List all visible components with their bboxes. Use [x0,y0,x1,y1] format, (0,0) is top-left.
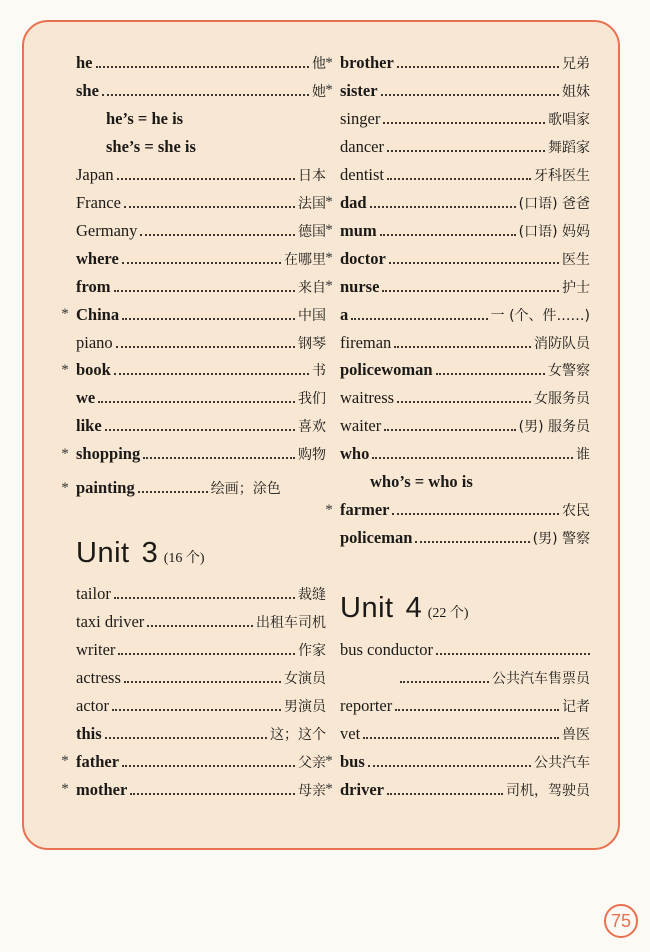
dot-leader [382,282,559,292]
dot-leader [392,505,559,515]
vocab-entry [325,79,590,103]
vocab-entry [76,247,326,271]
vocab-entry [61,476,326,500]
dot-leader [363,729,559,739]
chinese-meaning: 女警察 [548,363,590,380]
english-word: farmer [340,500,390,520]
chinese-meaning: 购物 [298,447,326,464]
english-word: dad [340,192,367,212]
english-word: mother [76,779,128,799]
chinese-meaning: 这；这个 [270,726,326,743]
chinese-meaning: 父亲 [298,754,326,771]
english-word: brother [340,53,394,72]
english-word: father [76,751,120,771]
english-word: actor [76,695,109,715]
vocab-entry [340,414,590,438]
vocab-entry [340,386,590,410]
key-word-marker: * [325,250,333,267]
vocab-entry [61,778,326,802]
dot-leader [387,170,531,180]
english-word: policeman [340,528,413,548]
english-word: we [76,388,96,408]
key-word-marker: * [325,222,333,239]
vocab-entry [340,303,590,327]
chinese-meaning: 德国 [298,223,326,240]
chinese-meaning: (男) 服务员 [518,419,590,436]
unit-heading [76,537,205,577]
english-word: who’s = who is [370,472,473,492]
english-word: policewoman [340,360,433,380]
unit-word-count: (22 个) [427,606,469,621]
vocab-entry [76,163,326,187]
dot-leader [400,673,489,683]
chinese-meaning: 护士 [562,279,590,296]
chinese-meaning: 裁缝 [298,587,326,603]
vocab-entry [325,750,590,774]
chinese-meaning: (口语) 妈妈 [518,223,590,240]
dot-leader [117,170,295,180]
dot-leader [415,533,529,543]
english-word: piano [76,332,113,352]
dot-leader [384,421,515,431]
key-word-marker: * [61,445,69,462]
vocab-entry [61,303,326,327]
english-word: China [76,304,120,324]
unit-label: Unit [76,537,130,569]
dot-leader [380,226,516,236]
english-word: reporter [340,695,393,715]
vocab-entry [340,331,590,355]
vocab-entry [76,666,326,690]
chinese-meaning: 他 [312,56,326,72]
english-word: Japan [76,164,114,184]
vocab-entry [340,135,590,159]
chinese-meaning: 母亲 [298,782,326,799]
chinese-meaning: 舞蹈家 [548,139,590,156]
vocab-entry [340,722,590,746]
english-word: she’s = she is [106,136,196,156]
dot-leader [118,645,295,655]
chinese-meaning: 一 (个、件……) [490,307,590,324]
english-word: dentist [340,164,384,184]
chinese-meaning: 农民 [562,503,590,520]
vocab-entry [325,51,590,75]
english-word: she [76,80,99,100]
vocab-entry [76,638,326,662]
dot-leader [138,483,208,493]
chinese-meaning: 记者 [562,698,590,715]
chinese-meaning: 书 [312,363,326,380]
dot-leader [122,310,295,320]
dot-leader [381,86,559,96]
vocab-entry [325,247,590,271]
english-word: doctor [340,248,386,268]
vocab-entry [325,275,590,299]
english-word: writer [76,639,116,659]
dot-leader [130,785,295,795]
chinese-meaning: 兽医 [562,726,590,743]
vocab-entry [340,694,590,718]
dot-leader [112,701,281,711]
key-word-marker: * [325,278,333,295]
key-word-marker: * [61,479,69,496]
dot-leader [122,757,295,767]
english-word: a [340,304,349,324]
english-word: bus conductor [340,640,434,659]
vocab-entry [76,610,326,634]
dot-leader [105,421,295,431]
dot-leader [114,365,309,375]
chinese-meaning: 中国 [298,307,326,324]
vocab-entry [325,778,590,802]
dot-leader [105,729,267,739]
dot-leader [383,114,545,124]
chinese-meaning: 公共汽车 [534,754,590,771]
dot-leader [397,393,531,403]
chinese-meaning: 姐妹 [562,83,590,100]
vocab-entry [340,526,590,550]
vocab-entry [76,51,326,75]
vocab-entry [61,442,326,466]
english-word: singer [340,108,381,128]
dot-leader [114,589,295,599]
dot-leader [436,365,545,375]
key-word-marker: * [325,753,333,770]
key-word-marker: * [61,306,69,323]
english-word: shopping [76,444,141,464]
vocab-entry [76,414,326,438]
english-word: Germany [76,220,138,240]
english-word: sister [340,80,378,100]
english-word: this [76,723,102,743]
chinese-meaning: 来自 [298,279,326,296]
key-word-marker: * [61,361,69,378]
dot-leader [394,338,531,348]
vocab-entry [325,498,590,522]
dot-leader [124,673,281,683]
dot-leader [370,198,516,208]
english-word: France [76,192,121,212]
vocab-entry [340,358,590,382]
vocab-entry [325,191,590,215]
chinese-meaning: 作家 [298,642,326,659]
key-word-marker: * [61,781,69,798]
chinese-meaning: 女服务员 [534,391,590,408]
chinese-meaning: 绘画；涂色 [210,481,281,498]
dot-leader [389,254,559,264]
key-word-marker: * [325,194,333,211]
english-word: taxi driver [76,611,145,631]
unit-heading [340,592,469,632]
key-word-marker: * [61,753,69,770]
key-word-marker: * [325,82,333,99]
vocab-entry [340,442,590,466]
vocabulary-frame [22,20,620,850]
dot-leader [395,701,559,711]
vocab-entry [76,191,326,215]
english-word: waiter [340,416,382,436]
vocab-entry [340,107,590,131]
english-word: waitress [340,388,395,408]
chinese-meaning: 消防队员 [534,335,590,352]
chinese-meaning: 在哪里 [284,251,326,268]
dot-leader [96,58,310,68]
dot-leader [140,226,295,236]
chinese-meaning: 司机，驾驶员 [506,782,590,799]
unit-number: 3 [141,537,158,569]
chinese-meaning: 法国 [298,195,326,212]
unit-number: 4 [405,592,422,624]
chinese-meaning: 喜欢 [298,419,326,436]
dot-leader [143,449,295,459]
vocab-entry [76,219,326,243]
english-word: from [76,276,111,296]
chinese-meaning: 出租车司机 [256,614,326,631]
key-word-marker: * [325,54,333,71]
dot-leader [387,142,545,152]
vocab-entry [340,638,590,662]
chinese-meaning: (口语) 爸爸 [518,195,590,212]
english-word: where [76,248,119,268]
chinese-meaning: 歌唱家 [548,111,590,128]
dot-leader [124,198,295,208]
vocab-entry [325,219,590,243]
vocab-entry [61,750,326,774]
chinese-meaning: 谁 [576,447,590,464]
page-number: 75 [604,904,638,938]
dot-leader [397,58,559,68]
english-word: nurse [340,276,380,296]
chinese-meaning: 钢琴 [298,335,326,352]
dot-leader [116,338,295,348]
english-word: bus [340,751,365,771]
dot-leader [102,86,309,96]
dot-leader [368,757,531,767]
english-word: tailor [76,584,111,603]
english-word: he [76,53,93,72]
dot-leader [387,785,503,795]
english-word: book [76,360,111,380]
vocab-entry [76,79,326,103]
chinese-meaning: 我们 [298,391,326,408]
english-word: vet [340,723,361,743]
english-word: who [340,444,370,464]
key-word-marker: * [325,781,333,798]
english-word: he’s = he is [106,108,184,128]
chinese-meaning: 日本 [298,167,326,184]
dot-leader [122,254,281,264]
vocab-entry [76,135,326,159]
english-word: actress [76,667,121,687]
chinese-meaning: 男演员 [284,698,326,715]
unit-label: Unit [340,592,394,624]
dot-leader [436,645,590,655]
dot-leader [351,310,487,320]
english-word: mum [340,220,377,240]
key-word-marker: * [325,501,333,518]
chinese-meaning: 公共汽车售票员 [492,670,590,687]
vocab-entry [76,582,326,606]
vocab-entry [76,275,326,299]
vocab-entry [61,358,326,382]
english-word: dancer [340,136,384,156]
chinese-meaning: (男) 警察 [532,531,590,548]
chinese-meaning: 兄弟 [562,56,590,72]
dot-leader [114,282,295,292]
chinese-meaning: 医生 [562,251,590,268]
english-word: fireman [340,332,392,352]
vocab-entry [76,386,326,410]
english-word: driver [340,779,384,799]
vocab-entry [76,107,326,131]
vocab-entry [340,666,590,690]
chinese-meaning: 她 [312,83,326,100]
english-word: like [76,416,102,436]
chinese-meaning: 女演员 [284,670,326,687]
dot-leader [98,393,295,403]
vocab-entry [76,722,326,746]
vocab-entry [340,470,590,494]
unit-word-count: (16 个) [163,551,205,566]
vocab-entry [76,694,326,718]
dot-leader [147,617,253,627]
dot-leader [372,449,573,459]
english-word: painting [76,478,135,498]
chinese-meaning: 牙科医生 [534,167,590,184]
vocab-entry [340,163,590,187]
vocab-entry [76,331,326,355]
